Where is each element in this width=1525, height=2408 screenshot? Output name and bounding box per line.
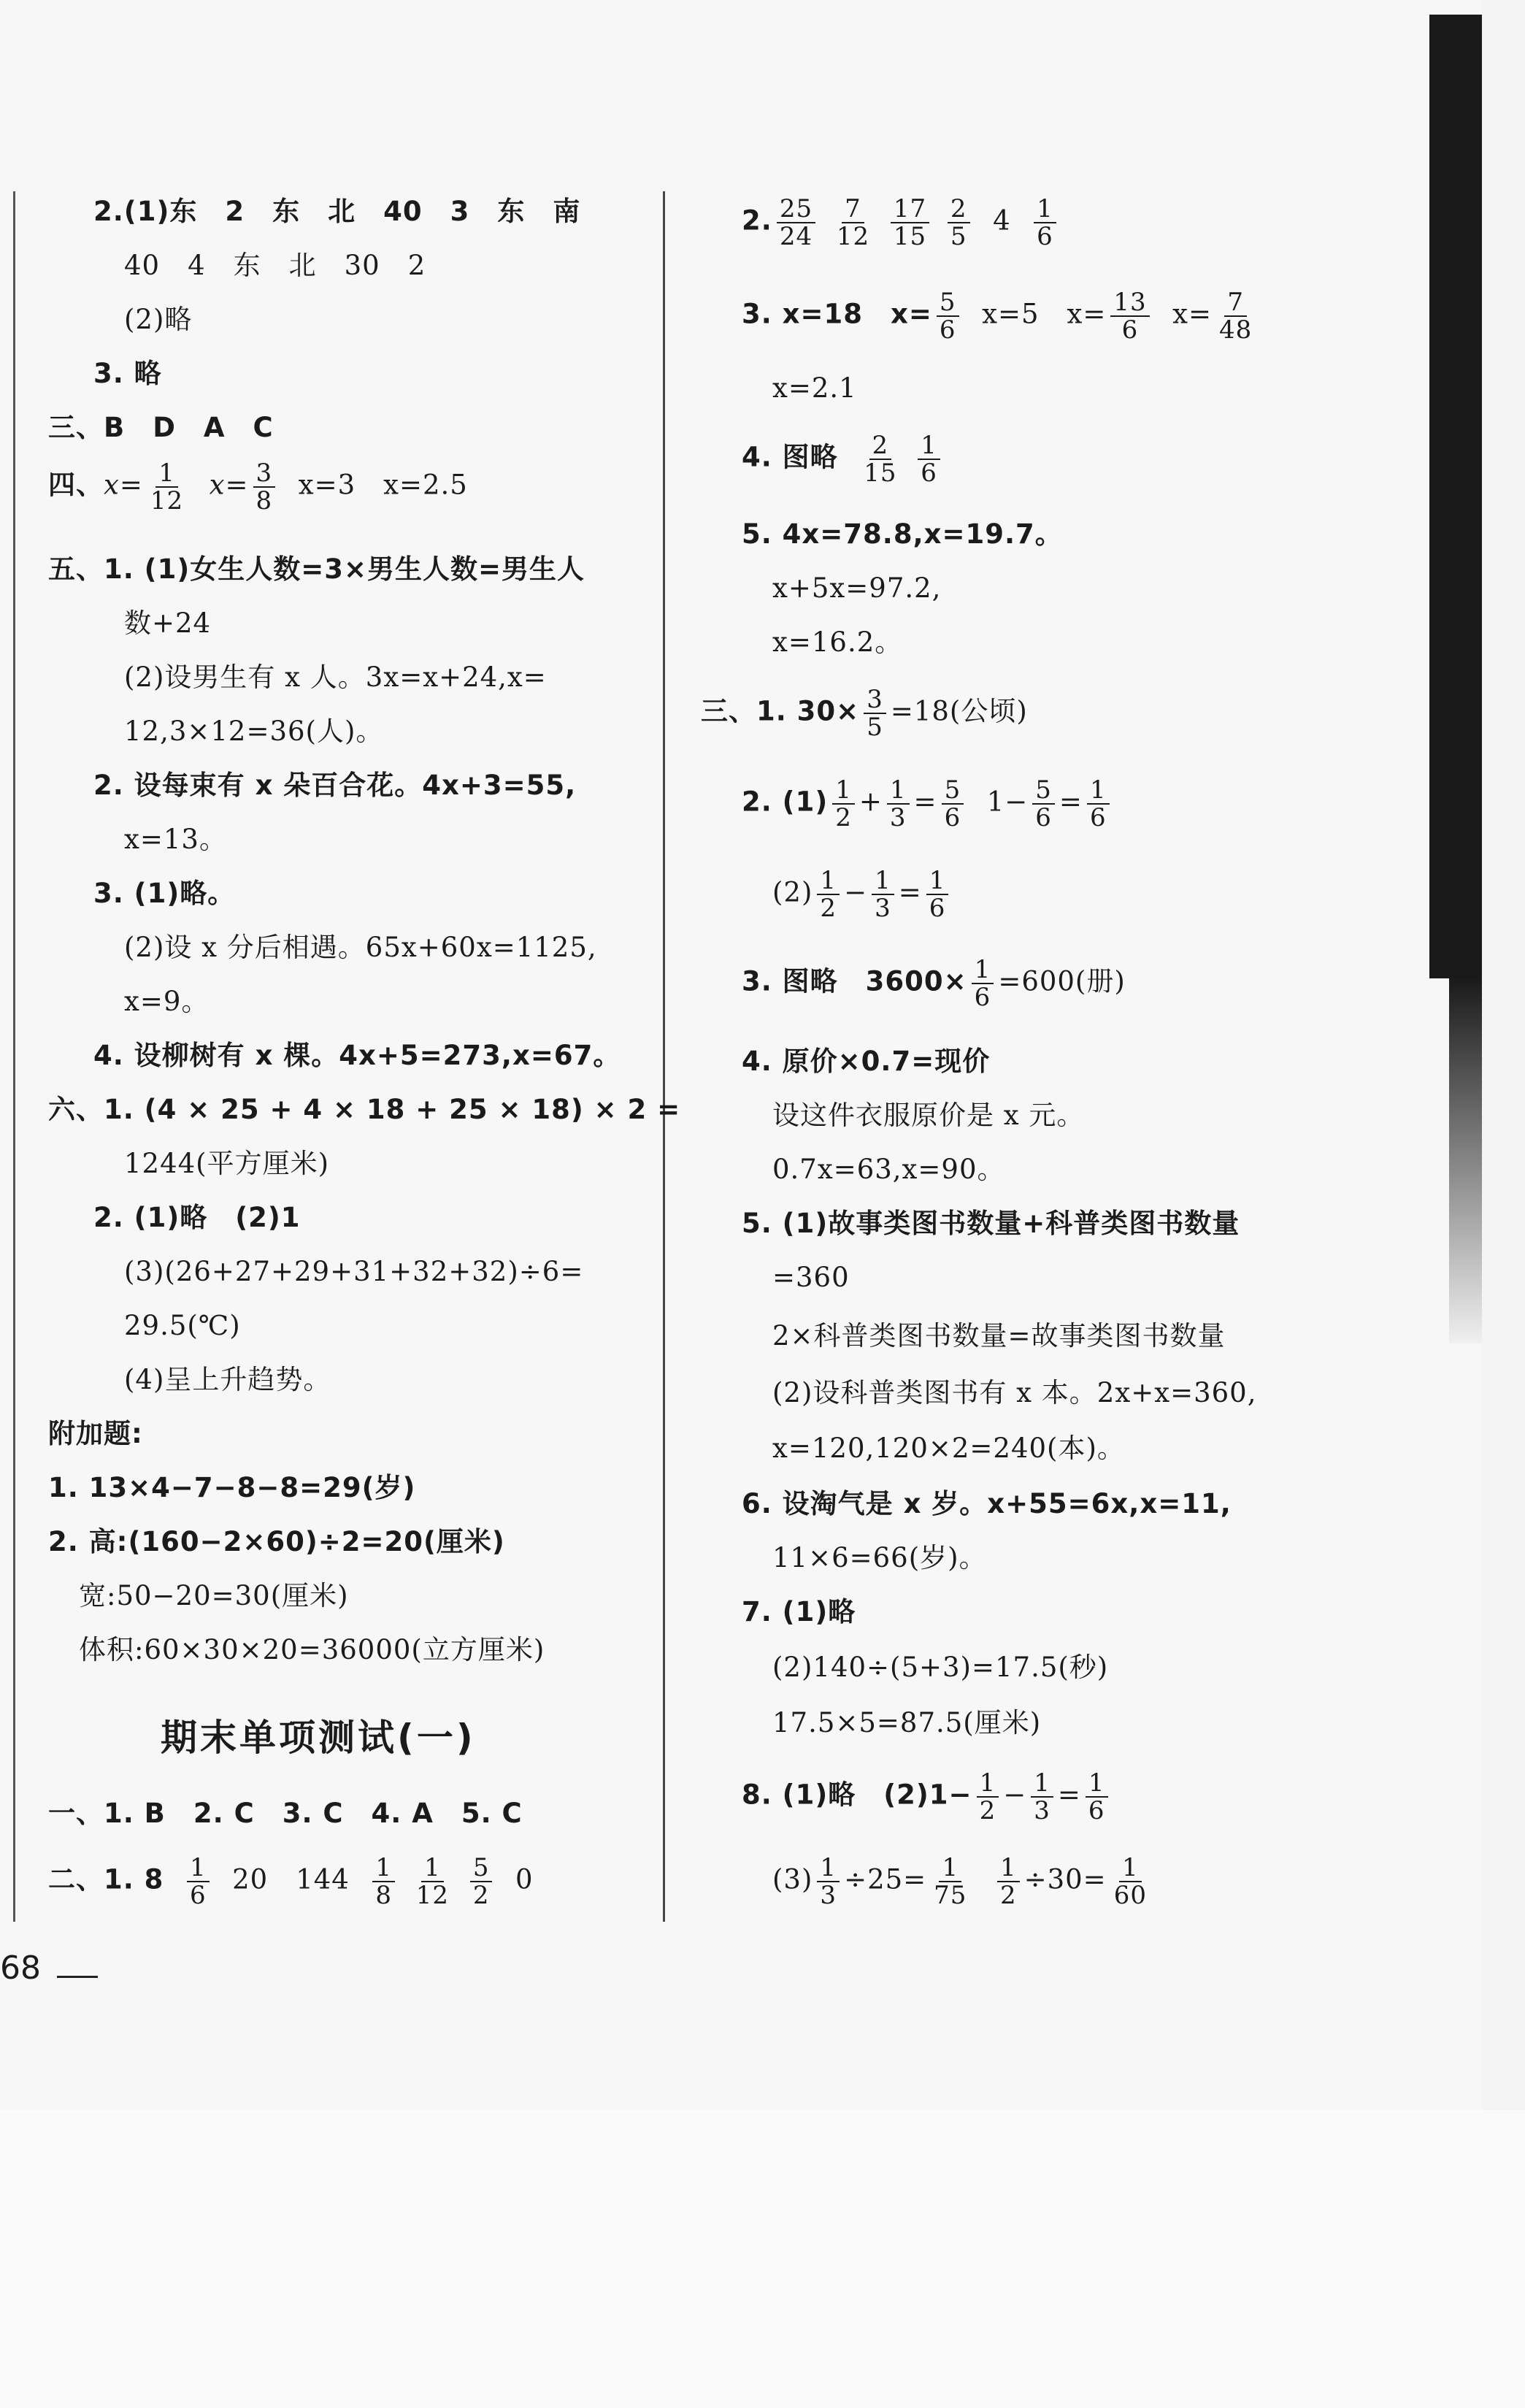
scan-edge-shadow — [1429, 15, 1482, 978]
fraction: $\frac{1}{8}$ — [372, 1855, 395, 1909]
equation-part: x= — [104, 469, 143, 501]
answer-line-with-fractions — [772, 1855, 1154, 1909]
fraction: $\frac{5}{6}$ — [1032, 777, 1055, 831]
equation-part: 20 144 — [232, 1863, 350, 1895]
answer-line: x=2.1 — [772, 372, 857, 404]
fraction: $\frac{1}{12}$ — [415, 1853, 450, 1910]
answer-line: 6. 设淘气是 x 岁。x+55=6x,x=11, — [742, 1488, 1232, 1519]
answer-line: 5. (1)故事类图书数量+科普类图书数量 — [742, 1208, 1240, 1239]
fraction: $\frac{1}{2}$ — [817, 867, 840, 921]
fraction: $\frac{2}{15}$ — [864, 431, 897, 488]
answer-line: 一、1. B 2. C 3. C 4. A 5. C — [48, 1798, 523, 1829]
answer-line: 五、1. (1)女生人数=3×男生人数=男生人 — [48, 553, 585, 585]
fraction: $\frac{1}{6}$ — [1034, 196, 1056, 250]
answer-line: 宽:50−20=30(厘米) — [79, 1580, 349, 1611]
fraction: $\frac{17}{15}$ — [891, 196, 929, 250]
section-marker: 四、 — [48, 469, 104, 501]
answer-line: =360 — [772, 1262, 850, 1293]
equation-part: x= — [1172, 298, 1213, 330]
fraction: $\frac{13}{6}$ — [1110, 289, 1149, 343]
answer-line: (2)140÷(5+3)=17.5(秒) — [772, 1652, 1109, 1683]
answer-line: 29.5(℃) — [124, 1310, 241, 1341]
fraction: $\frac{3}{5}$ — [864, 686, 886, 740]
fraction: $\frac{1}{2}$ — [832, 777, 855, 831]
fraction: $\frac{1}{6}$ — [1087, 777, 1110, 831]
equation-part: x= — [209, 469, 249, 501]
equation-part: x=5 x= — [982, 298, 1107, 330]
center-column-rule — [663, 191, 665, 1922]
equation-part: 0 — [515, 1863, 534, 1895]
answer-line: 4. 设柳树有 x 棵。4x+5=273,x=67。 — [93, 1040, 621, 1071]
equation-part: =600(册) — [998, 965, 1126, 997]
answer-line-with-fractions — [772, 867, 953, 921]
item-marker: (3) — [772, 1863, 813, 1895]
fraction: $\frac{1}{3}$ — [1031, 1770, 1053, 1824]
equation-part: 1− — [986, 786, 1029, 818]
item-marker: (2) — [772, 876, 813, 908]
answer-line-with-fractions — [742, 956, 1126, 1011]
fraction: $\frac{1}{2}$ — [977, 1770, 999, 1824]
answer-line: (2)设男生有 x 人。3x=x+24,x= — [124, 662, 547, 693]
section-heading: 期末单项测试(一) — [161, 1717, 476, 1759]
answer-line: 17.5×5=87.5(厘米) — [772, 1707, 1042, 1738]
answer-line-with-fractions — [701, 686, 1028, 740]
answer-line: 11×6=66(岁)。 — [772, 1542, 987, 1573]
answer-line: 12,3×12=36(人)。 — [124, 716, 384, 747]
equation-part: 4 — [993, 204, 1011, 237]
fraction: $\frac{1}{2}$ — [997, 1855, 1020, 1909]
bonus-heading: 附加题: — [48, 1418, 143, 1449]
fraction: $\frac{1}{3}$ — [887, 777, 910, 831]
operator: − — [844, 876, 868, 908]
fraction: $\frac{5}{2}$ — [470, 1855, 493, 1909]
fraction: $\frac{5}{6}$ — [937, 289, 959, 343]
fraction: $\frac{1}{3}$ — [872, 867, 894, 921]
fraction: $\frac{1}{6}$ — [1086, 1770, 1108, 1824]
answer-line: 4. 原价×0.7=现价 — [742, 1046, 991, 1077]
answer-line: 六、1. (4 × 25 + 4 × 18 + 25 × 18) × 2 = — [48, 1094, 681, 1125]
fraction: $\frac{25}{24}$ — [777, 196, 815, 250]
fraction: $\frac{1}{6}$ — [187, 1855, 210, 1909]
item-marker: 2. — [742, 204, 772, 237]
operator: − — [1003, 1779, 1027, 1811]
fraction: $\frac{3}{8}$ — [253, 460, 276, 514]
page-lower-margin — [0, 2110, 1525, 2408]
answer-line: 2×科普类图书数量=故事类图书数量 — [772, 1320, 1226, 1351]
answer-line: (4)呈上升趋势。 — [124, 1364, 331, 1395]
scan-edge-fade — [1449, 978, 1482, 1343]
answer-line: x=9。 — [124, 986, 210, 1017]
section-marker: 二、1. 8 — [48, 1863, 164, 1895]
equation-part: 3. 图略 3600× — [742, 965, 967, 997]
item-marker: 2. (1) — [742, 786, 829, 818]
answer-line-with-fractions — [742, 432, 945, 486]
answer-line-with-fractions — [48, 460, 468, 514]
fraction: $\frac{1}{60}$ — [1113, 1853, 1147, 1910]
answer-line: 40 4 东 北 30 2 — [124, 250, 426, 281]
equation-part: ÷25= — [844, 1863, 927, 1895]
answer-line: (2)设 x 分后相遇。65x+60x=1125, — [124, 932, 597, 963]
operator: = — [898, 876, 922, 908]
fraction: $\frac{1}{6}$ — [926, 867, 949, 921]
answer-line: 3. (1)略。 — [93, 878, 236, 909]
fraction: $\frac{1}{3}$ — [817, 1855, 840, 1909]
answer-line: x=13。 — [124, 824, 227, 855]
answer-line: 三、B D A C — [48, 412, 274, 443]
answer-line-with-fractions — [742, 289, 1259, 343]
operator: + — [858, 786, 883, 818]
fraction: $\frac{1}{6}$ — [918, 432, 940, 486]
equation-part: =18(公顷) — [890, 695, 1028, 727]
page-number-dash — [57, 1976, 98, 1978]
answer-line: 体积:60×30×20=36000(立方厘米) — [79, 1634, 545, 1665]
answer-line: 2.(1)东 2 东 北 40 3 东 南 — [93, 196, 581, 227]
answer-line-with-fractions — [742, 1770, 1113, 1824]
fraction: $\frac{7}{12}$ — [836, 194, 870, 251]
answer-line-with-fractions — [742, 196, 1061, 250]
answer-line: 5. 4x=78.8,x=19.7。 — [742, 518, 1063, 550]
answer-line: 0.7x=63,x=90。 — [772, 1154, 1005, 1185]
answer-line: 2. (1)略 (2)1 — [93, 1202, 301, 1233]
answer-line: 数+24 — [124, 607, 212, 639]
answer-line: (2)略 — [124, 304, 193, 335]
fraction: $\frac{1}{12}$ — [150, 459, 184, 515]
fraction: $\frac{1}{6}$ — [972, 956, 994, 1011]
equation-part: 4. 图略 — [742, 441, 838, 473]
answer-line: (3)(26+27+29+31+32+32)÷6= — [124, 1256, 584, 1287]
answer-line-with-fractions — [742, 777, 1114, 831]
equation-part: x=3 x=2.5 — [298, 469, 468, 501]
fraction: $\frac{7}{48}$ — [1219, 288, 1253, 345]
answer-line: 1. 13×4−7−8−8=29(岁) — [48, 1472, 416, 1503]
answer-line: 2. 高:(160−2×60)÷2=20(厘米) — [48, 1526, 505, 1557]
answer-line: 设这件衣服原价是 x 元。 — [772, 1100, 1085, 1131]
left-column-rule — [13, 191, 15, 1922]
operator: = — [913, 786, 937, 818]
fraction: $\frac{1}{75}$ — [934, 1853, 967, 1910]
answer-line: 2. 设每束有 x 朵百合花。4x+3=55, — [93, 770, 577, 801]
answer-line: 3. 略 — [93, 358, 162, 389]
equation-part: 3. x=18 x= — [742, 298, 932, 330]
equation-part: 8. (1)略 (2)1− — [742, 1779, 972, 1811]
answer-line-with-fractions — [48, 1855, 534, 1909]
answer-line: (2)设科普类图书有 x 本。2x+x=360, — [772, 1377, 1257, 1408]
equation-part: ÷30= — [1023, 1863, 1107, 1895]
section-marker: 三、1. 30× — [701, 695, 860, 727]
answer-line: 1244(平方厘米) — [124, 1148, 330, 1179]
answer-line: x+5x=97.2, — [772, 572, 942, 604]
fraction: $\frac{5}{6}$ — [942, 777, 964, 831]
answer-line: x=120,120×2=240(本)。 — [772, 1433, 1125, 1464]
answer-line: 7. (1)略 — [742, 1596, 856, 1627]
page-number: 68 — [0, 1949, 41, 1987]
fraction: $\frac{2}{5}$ — [948, 196, 970, 250]
operator: = — [1059, 786, 1083, 818]
answer-line: x=16.2。 — [772, 626, 903, 658]
operator: = — [1057, 1779, 1081, 1811]
